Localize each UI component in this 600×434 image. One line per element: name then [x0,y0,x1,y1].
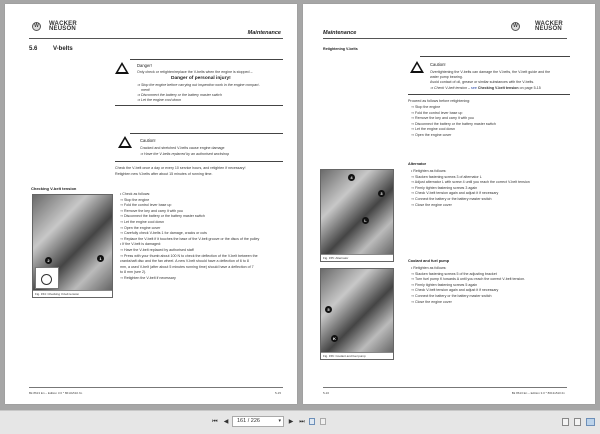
page-icon [320,418,326,425]
pulley-icon [41,274,52,285]
caution-notice: Caution! Overtightening the V-belts can damage the V-belts, the V-belt guide and the water pump bearing. Avoid contact of oil, grease or similar substances with the V-belts. ⇒ Check V-belt tension – see Checking V-belt tension on page 5-15 [408,56,570,96]
copy-page-icon [309,418,315,425]
warning-triangle-icon [410,61,424,73]
wacker-neuson-logo-icon: W [32,22,41,31]
footer-doc-id: Bk 8613 En – Edition 3.0 * 8613s510.fm [29,391,83,395]
first-page-button[interactable]: ⏮ [212,419,218,425]
check-steps-list: • Check as follows: ⇒ Stop the engine ⇒ Fold the control lever base up ⇒ Remove the key and carry it with you ⇒ Disconnect the battery or the battery master switch ⇒ Let the engine cool down ⇒ Open the engine cover ⇒ Carefully check V-belts 1 for damage, cracks or cuts ⇒ Replace the V-belt if it touches the base of the V-belt groove or the discs of the pulley • If the V-belt is damaged: ⇒ Have the V-belt replaced by authorised staff ⇒ Press with your thumb about 100 N to check the deflection of the V-belt between the crankshaft disc and the fan wheel. A new V-belt should have a deflection of 6 to 8 mm, a used V-belt (after about 5 minutes running time) should have a deflection of 7 to 8 mm (see 2). ⇒ Retighten the V-belt if necessary [120,192,260,280]
single-page-view-button[interactable] [562,418,569,426]
alternator-title: Alternator [408,162,427,166]
see-link[interactable]: see [471,86,477,90]
alternator-steps-list: • Retighten as follows: ⇒ Slacken fastening screws 3 of alternator L ⇒ Adjust alternator L with screw 4 until you reach the correct V-belt tension ⇒ Firmly tighten fastening screws 3 again ⇒ Check V-belt tension again and adjust it if necessary ⇒ Connect the battery or the battery master switch ⇒ Close the engine cover [411,169,530,207]
wacker-neuson-logo-icon: W [511,22,520,31]
continuous-view-button[interactable] [574,418,581,426]
inset-diagram [35,267,59,289]
footer-rule [29,387,283,388]
section-title: V-belts [53,46,73,52]
previous-page-button[interactable]: ◀ [223,419,229,425]
header-rule [323,38,567,39]
warning-triangle-icon [118,136,132,148]
page-number-input[interactable]: 161 / 226 ▾ [232,416,284,427]
danger-emphasis: Danger of personal injury! [171,76,231,81]
subsection-title: Retightening V-belts [323,47,358,51]
coolant-steps-list: • Retighten as follows: ⇒ Slacken fastening screws 5 of the adjusting bracket ⇒ Turn fuel pump K towards A until you reach the correct V-belt tension. ⇒ Firmly tighten fastening screws 5 again ⇒ Check V-belt tension again and adjust it if necessary ⇒ Connect the battery or the battery master switch ⇒ Close the engine cover [411,266,526,304]
figure-caption: Fig. 156: Coolant and fuel pump [321,352,393,359]
caution-notice: Caution! Cracked and stretched V-belts cause engine damage ⇒ Have the V-belts replaced by an authorised workshop [115,130,283,165]
warning-triangle-icon [115,62,129,74]
rotate-page-button[interactable] [309,418,317,428]
last-page-button[interactable]: ⏭ [299,419,305,425]
header-rule [29,38,283,39]
coolant-title: Coolant and fuel pump [408,259,450,263]
page-number: 5-15 [274,391,281,395]
section-number: 5.6 [29,46,38,52]
intro-line-1: Check the V-belt once a day or every 10 service hours, and retighten if necessary! [115,166,246,170]
figure-caption: Fig. 154: Checking V-belt tension [33,290,112,297]
figure-checking-vbelt: 2 1 Fig. 154: Checking V-belt tension [32,194,113,298]
figure-alternator: 4 3 L Fig. 155: Alternator [320,169,394,262]
header-section-label: Maintenance [323,30,357,36]
next-page-button[interactable]: ▶ [288,419,294,425]
cross-reference: ⇒ Check V-belt tension – see Checking V-belt tension on page 5-15 [430,86,541,90]
danger-notice: Danger! Only check or retighten/replace the V-belts when the engine is stopped – Danger of personal injury! ⇒ Stop the engine before carrying out inspection work in the engine compart- ment! ⇒ Disconnect the battery or the battery master switch ⇒ Let the engine cool down [115,59,283,104]
figure-caption: Fig. 155: Alternator [321,254,393,261]
page-5-16: Maintenance W WACKER NEUSON Retightening V-belts Caution! Overtightening the V-belts can damage the V-belts, the V-belt guide and the water pump bearing. Avoid contact of oil, grease or similar substances with the V-belts. ⇒ Check V-belt tension – see Checking V-belt tension on page 5-15 Proceed as follows before retightening: ⇒ Stop the engine ⇒ Fold the control lever base up ⇒ Remove the key and carry it with you ⇒ Disconnect the battery or the battery master switch ⇒ Let the engine cool down ⇒ Open the engine cover Alternator 4 3 L Fig. 155: Alternator • Retighten as follows: ⇒ Slacken fastening screws 3 of alternator L ⇒ Adjust alternator L with screw 4 until you reach the correct V-belt tension ⇒ Firmly tighten fastening screws 3 again ⇒ Check V-belt tension again and adjust it if necessary ⇒ Connect the battery or the battery master switch ⇒ Close the engine cover Coolant and fuel pump 5 K Fig. 156: Coolant and fuel pump • Retighten as follows: ⇒ Slacken fastening screws 5 of the adjusting bracket ⇒ Turn fuel pump K towards A until you reach the correct V-belt tension. ⇒ Firmly tighten fastening screws 5 again ⇒ Check V-belt tension again and adjust it if necessary ⇒ Connect the battery or the battery master switch ⇒ Close the engine cover 5-16 Bk 8613 En – Edition 3.0 * 8613s510.fm [303,4,595,404]
proceed-steps-list: ⇒ Stop the engine ⇒ Fold the control lever base up ⇒ Remove the key and carry it with you ⇒ Disconnect the battery or the battery master switch ⇒ Let the engine cool down ⇒ Open the engine cover [411,105,496,137]
header-section-label: Maintenance [247,30,281,36]
viewer-toolbar [0,410,600,434]
subsection-title: Checking V-belt tension [31,186,77,191]
chevron-down-icon[interactable]: ▾ [278,418,281,424]
footer-doc-id: Bk 8613 En – Edition 3.0 * 8613s510.fm [511,391,565,395]
footer-rule [323,387,567,388]
two-page-view-button[interactable] [586,418,595,426]
page-5-15: W WACKER NEUSON Maintenance 5.6 V-belts Danger! Only check or retighten/replace the V-belts when the engine is stopped – Danger of personal injury! ⇒ Stop the engine before carrying out inspection work in the engine compart- ment! ⇒ Disconnect the battery or the battery master switch ⇒ Let the engine cool down Caution! Cracked and stretched V-belts cause engine damage ⇒ Have the V-belts replaced by an authorised workshop Check the V-belt once a day or every 10 service hours, and retighten if necessary! Retighten new V-belts after about 15 minutes of running time. Checking V-belt tension 2 1 Fig. 154: Checking V-belt tension • Check as follows: ⇒ Stop the engine ⇒ Fold the control lever base up ⇒ Remove the key and carry it with you ⇒ Disconnect the battery or the battery master switch ⇒ Let the engine cool down ⇒ Open the engine cover ⇒ Carefully check V-belts 1 for damage, cracks or cuts ⇒ Replace the V-belt if it touches the base of the V-belt groove or the discs of the pulley • If the V-belt is damaged: ⇒ Have the V-belt replaced by authorised staff ⇒ Press with your thumb about 100 N to check the deflection of the V-belt between the crankshaft disc and the fan wheel. A new V-belt should have a deflection of 6 to 8 mm, a used V-belt (after about 5 minutes running time) should have a deflection of 7 to 8 mm (see 2). ⇒ Retighten the V-belt if necessary Bk 8613 En – Edition 3.0 * 8613s510.fm 5-15 [5,4,297,404]
page-number: 5-16 [323,391,330,395]
figure-coolant-fuel-pump: 5 K Fig. 156: Coolant and fuel pump [320,268,394,360]
proceed-intro: Proceed as follows before retightening: [408,99,471,103]
intro-line-2: Retighten new V-belts after about 15 minutes of running time. [115,172,213,176]
fit-page-button[interactable] [320,418,328,428]
